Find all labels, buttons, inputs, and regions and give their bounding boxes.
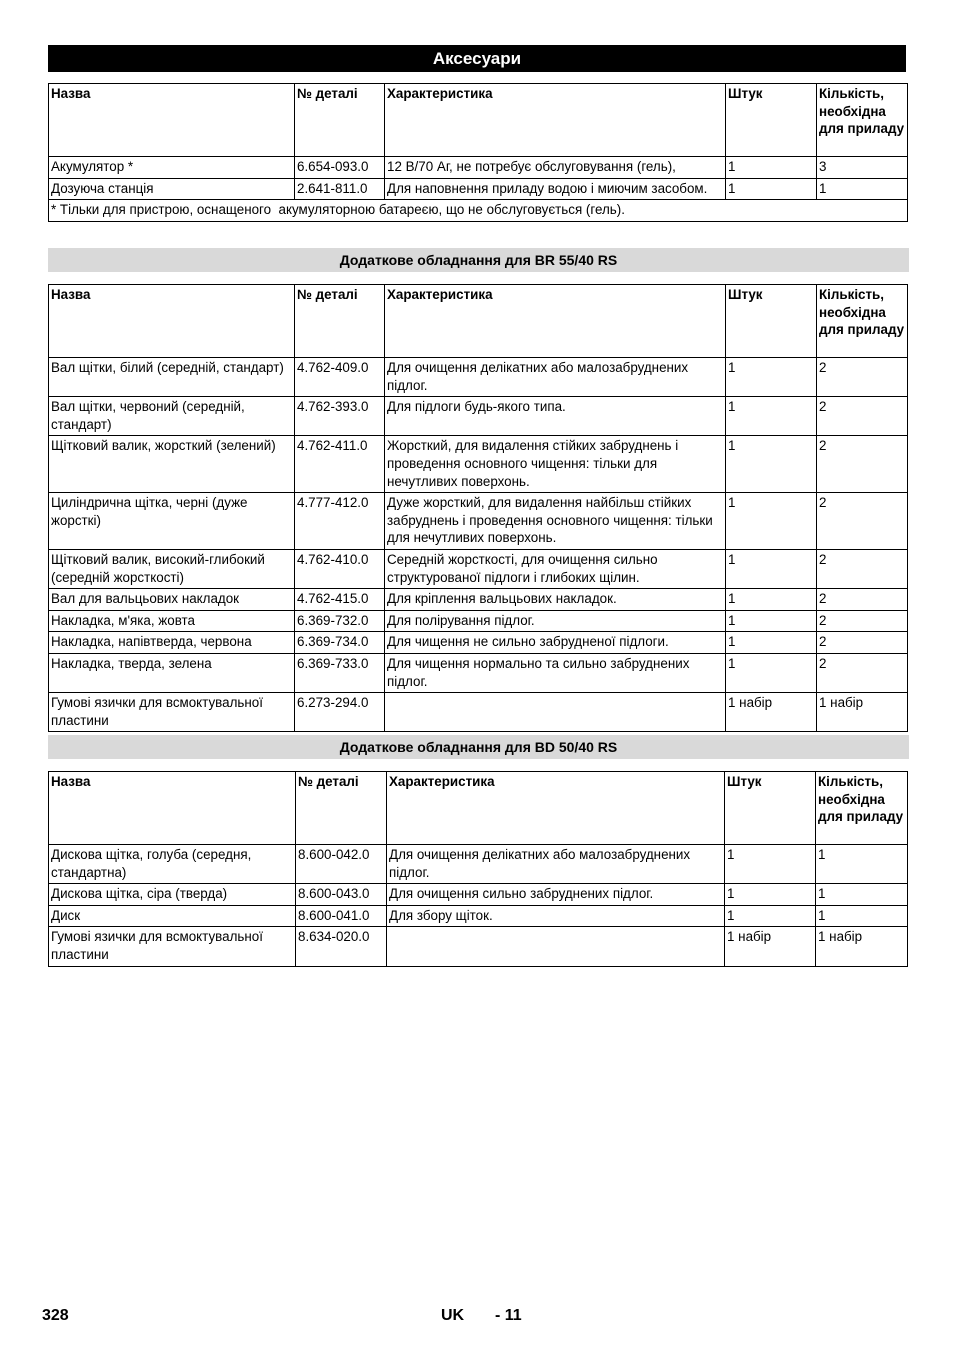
cell-quantity: 2 (817, 653, 908, 692)
cell-pieces: 1 (726, 436, 817, 493)
cell-part-number: 4.762-415.0 (295, 589, 385, 611)
cell-pieces: 1 (725, 905, 816, 927)
table-row (49, 610, 908, 632)
table-row (49, 493, 908, 550)
cell-part-number: 4.777-412.0 (295, 493, 385, 550)
table-row (49, 178, 908, 200)
cell-pieces: 1 (726, 589, 817, 611)
cell-description: Для чищення нормально та сильно забруднених підлог. (385, 653, 726, 692)
cell-part-number: 6.369-732.0 (295, 610, 385, 632)
cell-part-number: 6.369-733.0 (295, 653, 385, 692)
cell-quantity: 1 набір (816, 927, 908, 966)
footnote-row (49, 200, 908, 222)
cell-description: Для кріплення вальцьових накладок. (385, 589, 726, 611)
page-number: 328 (42, 1307, 69, 1324)
table-row (49, 589, 908, 611)
table-row (49, 884, 908, 906)
cell-description: Для очищення делікатних або малозабруднених підлог. (385, 358, 726, 397)
table-row (49, 549, 908, 588)
page-title: Аксесуари (48, 45, 906, 72)
cell-name: Щітковий валик, високий-глибокий (середній жорсткості) (49, 549, 295, 588)
cell-description: Для очищення делікатних або малозабруднених підлог. (387, 845, 725, 884)
header-quantity: Кількість, необхідна для приладу (817, 285, 908, 358)
header-name: Назва (49, 285, 295, 358)
cell-pieces: 1 (726, 610, 817, 632)
table-row (49, 157, 908, 179)
cell-description: 12 В/70 Аг, не потребує обслуговування (гель), (385, 157, 726, 179)
cell-pieces: 1 (726, 157, 817, 179)
cell-part-number: 4.762-411.0 (295, 436, 385, 493)
cell-pieces: 1 набір (726, 693, 817, 732)
cell-part-number: 8.600-043.0 (296, 884, 387, 906)
cell-quantity: 1 набір (817, 693, 908, 732)
cell-pieces: 1 (726, 632, 817, 654)
cell-name: Вал щітки, червоний (середній, стандарт) (49, 397, 295, 436)
cell-description: Середній жорсткості, для очищення сильно структурованої підлоги і глибоких щілин. (385, 549, 726, 588)
cell-part-number: 4.762-409.0 (295, 358, 385, 397)
cell-name: Диск (49, 905, 296, 927)
header-description: Характеристика (387, 772, 725, 845)
table-header-row (49, 285, 908, 358)
bd-accessories-table (48, 771, 908, 967)
cell-pieces: 1 (726, 549, 817, 588)
section-title-bd: Додаткове обладнання для BD 50/40 RS (48, 735, 909, 759)
cell-quantity: 2 (817, 589, 908, 611)
cell-description: Для очищення сильно забруднених підлог. (387, 884, 725, 906)
cell-quantity: 2 (817, 632, 908, 654)
cell-part-number: 8.600-041.0 (296, 905, 387, 927)
cell-name: Циліндрична щітка, черні (дуже жорсткі) (49, 493, 295, 550)
cell-part-number: 4.762-393.0 (295, 397, 385, 436)
table-header-row (49, 84, 908, 157)
cell-pieces: 1 (725, 845, 816, 884)
cell-description: Жорсткий, для видалення стійких забруднень і проведення основного чищення: тільки для нечутливих поверхонь. (385, 436, 726, 493)
cell-description: Дуже жорсткий, для видалення найбільш стійких забруднень і проведення основного чищення: тільки для нечутливих поверхонь. (385, 493, 726, 550)
table-row (49, 632, 908, 654)
header-part-number: № деталі (295, 285, 385, 358)
sub-page-number: - 11 (495, 1307, 522, 1324)
cell-description (387, 927, 725, 966)
cell-part-number: 8.634-020.0 (296, 927, 387, 966)
header-description: Характеристика (385, 84, 726, 157)
cell-pieces: 1 (726, 493, 817, 550)
cell-part-number: 6.654-093.0 (295, 157, 385, 179)
cell-description: Для чищення не сильно забрудненої підлоги. (385, 632, 726, 654)
cell-description (385, 693, 726, 732)
cell-pieces: 1 (725, 884, 816, 906)
cell-quantity: 1 (817, 178, 908, 200)
cell-quantity: 2 (817, 436, 908, 493)
header-part-number: № деталі (296, 772, 387, 845)
table-row (49, 845, 908, 884)
cell-name: Накладка, м'яка, жовта (49, 610, 295, 632)
table-row (49, 436, 908, 493)
cell-name: Акумулятор * (49, 157, 295, 179)
table-row (49, 927, 908, 966)
cell-quantity: 2 (817, 397, 908, 436)
header-name: Назва (49, 84, 295, 157)
cell-pieces: 1 набір (725, 927, 816, 966)
footnote: * Тільки для пристрою, оснащеного акумуляторною батареєю, що не обслуговується (гель). (49, 200, 908, 222)
cell-description: Для наповнення приладу водою і миючим засобом. (385, 178, 726, 200)
cell-name: Дискова щітка, голуба (середня, стандартна) (49, 845, 296, 884)
cell-name: Щітковий валик, жорсткий (зелений) (49, 436, 295, 493)
table-row (49, 653, 908, 692)
cell-quantity: 1 (816, 845, 908, 884)
table-header-row (49, 772, 908, 845)
cell-pieces: 1 (726, 397, 817, 436)
cell-quantity: 1 (816, 905, 908, 927)
table-row (49, 397, 908, 436)
accessories-table (48, 83, 908, 222)
cell-quantity: 2 (817, 358, 908, 397)
header-pieces: Штук (726, 285, 817, 358)
cell-part-number: 4.762-410.0 (295, 549, 385, 588)
cell-part-number: 6.273-294.0 (295, 693, 385, 732)
cell-quantity: 2 (817, 549, 908, 588)
table-row (49, 693, 908, 732)
cell-name: Гумові язички для всмоктувальної пластини (49, 693, 295, 732)
header-quantity: Кількість, необхідна для приладу (817, 84, 908, 157)
header-description: Характеристика (385, 285, 726, 358)
cell-part-number: 6.369-734.0 (295, 632, 385, 654)
table-row (49, 905, 908, 927)
cell-quantity: 2 (817, 610, 908, 632)
cell-part-number: 8.600-042.0 (296, 845, 387, 884)
cell-name: Дискова щітка, сіра (тверда) (49, 884, 296, 906)
header-pieces: Штук (726, 84, 817, 157)
cell-name: Дозуюча станція (49, 178, 295, 200)
cell-name: Накладка, тверда, зелена (49, 653, 295, 692)
header-name: Назва (49, 772, 296, 845)
cell-quantity: 3 (817, 157, 908, 179)
table-row (49, 358, 908, 397)
cell-pieces: 1 (726, 653, 817, 692)
cell-quantity: 1 (816, 884, 908, 906)
cell-name: Гумові язички для всмоктувальної пластини (49, 927, 296, 966)
language-code: UK (441, 1307, 465, 1324)
cell-name: Накладка, напівтверда, червона (49, 632, 295, 654)
cell-name: Вал для вальцьових накладок (49, 589, 295, 611)
cell-pieces: 1 (726, 178, 817, 200)
section-title-br: Додаткове обладнання для BR 55/40 RS (48, 248, 909, 272)
cell-quantity: 2 (817, 493, 908, 550)
br-accessories-table (48, 284, 908, 732)
cell-name: Вал щітки, білий (середній, стандарт) (49, 358, 295, 397)
cell-description: Для підлоги будь-якого типа. (385, 397, 726, 436)
cell-pieces: 1 (726, 358, 817, 397)
cell-part-number: 2.641-811.0 (295, 178, 385, 200)
header-pieces: Штук (725, 772, 816, 845)
cell-description: Для збору щіток. (387, 905, 725, 927)
header-quantity: Кількість, необхідна для приладу (816, 772, 908, 845)
cell-description: Для полірування підлог. (385, 610, 726, 632)
header-part-number: № деталі (295, 84, 385, 157)
